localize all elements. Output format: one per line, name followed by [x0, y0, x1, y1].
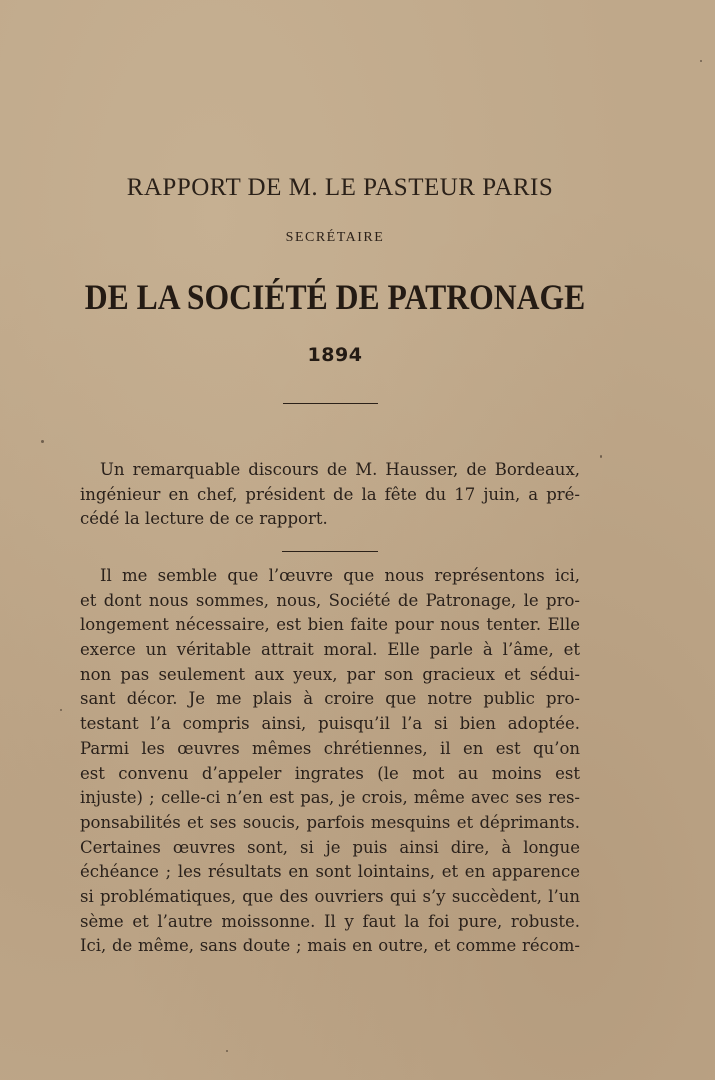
paper-speck — [60, 709, 62, 711]
report-title: RAPPORT DE M. LE PASTEUR PARIS — [126, 174, 554, 201]
paragraph-line: ingénieur en chef, président de la fête du 17 juin, a pré- — [80, 484, 580, 504]
paper-speck — [700, 60, 702, 62]
paragraph-line: Il me semble que l’œuvre que nous représentons ici, — [100, 566, 580, 585]
paragraph-line: ponsabilités et ses soucis, parfois mesquins et déprimants. — [80, 812, 580, 832]
paragraph-line: si problématiques, que des ouvriers qui s’y succèdent, l’un — [80, 886, 580, 906]
paragraph-line: injuste) ; celle-ci n’en est pas, je crois, même avec ses res- — [80, 788, 580, 808]
report-year: 1894 — [307, 344, 363, 366]
paragraph-line: sant décor. Je me plais à croire que notre public pro- — [80, 689, 580, 709]
paper-speck — [226, 1050, 228, 1052]
paragraph-line: est convenu d’appeler ingrates (le mot au moins est — [80, 763, 580, 783]
intro-paragraph — [80, 458, 580, 532]
separator-rule — [283, 403, 378, 404]
paragraph-line: Certaines œuvres sont, si je puis ainsi dire, à longue — [80, 837, 580, 857]
paragraph-line: cédé la lecture de ce rapport. — [80, 509, 328, 529]
paragraph-line: non pas seulement aux yeux, par son gracieux et sédui- — [80, 664, 580, 684]
paper-speck — [41, 440, 44, 443]
paragraph-line: et dont nous sommes, nous, Société de Patronage, le pro- — [80, 590, 580, 610]
paragraph-line: testant l’a compris ainsi, puisqu’il l’a si bien adoptée. — [80, 714, 580, 734]
report-subtitle: SECRÉTAIRE — [285, 230, 385, 245]
paper-speck — [600, 455, 602, 458]
paragraph-line: longement nécessaire, est bien faite pour nous tenter. Elle — [80, 615, 580, 635]
organization-heading: DE LA SOCIÉTÉ DE PATRONAGE — [84, 277, 586, 317]
paragraph-line: Parmi les œuvres mêmes chrétiennes, il en est qu’on — [80, 738, 580, 758]
separator-rule — [282, 551, 378, 552]
body-paragraph — [80, 564, 580, 959]
paragraph-line: Un remarquable discours de M. Hausser, de Bordeaux, — [100, 460, 580, 479]
paragraph-line: échéance ; les résultats en sont lointains, et en apparence — [80, 862, 580, 882]
paragraph-line: Ici, de même, sans doute ; mais en outre, et comme récom- — [80, 936, 580, 956]
paragraph-line: sème et l’autre moissonne. Il y faut la foi pure, robuste. — [80, 911, 580, 931]
paragraph-line: exerce un véritable attrait moral. Elle parle à l’âme, et — [80, 640, 580, 660]
